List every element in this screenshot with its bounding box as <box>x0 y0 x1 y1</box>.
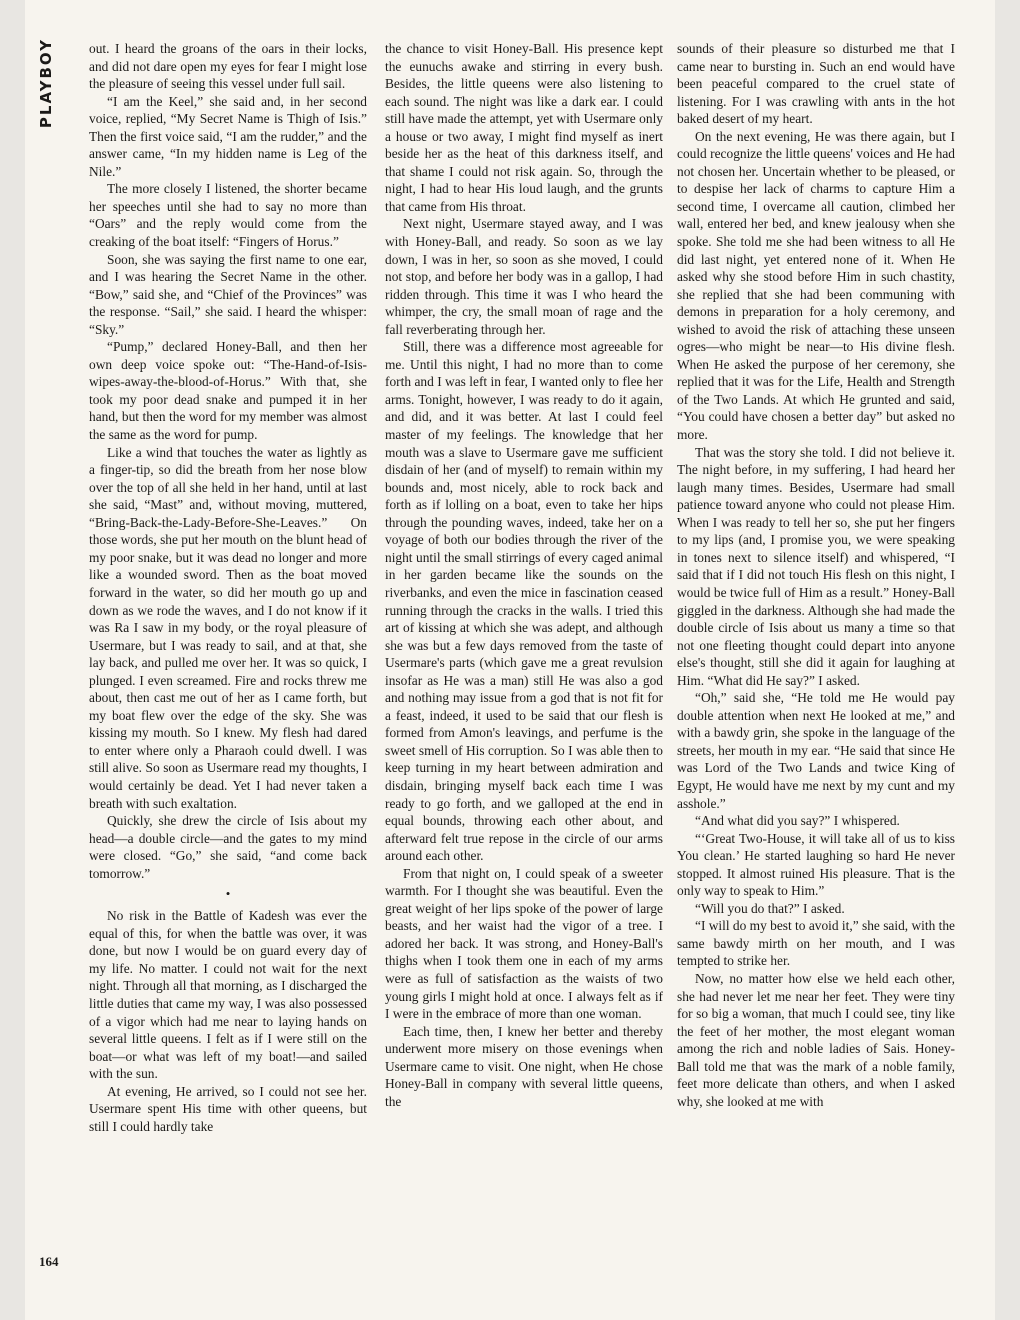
paragraph: sounds of their pleasure so disturbed me that I came near to bursting in. Such an end would have been peaceful compared to the cruel state of listening. For I was crawling with ants in the hot baked desert of my heart. <box>677 41 955 127</box>
paragraph: No risk in the Battle of Kadesh was ever the equal of this, for when the battle was over, it was done, but now I would be on guard every day of my life. No matter. I could not wait for the next night. Through all that morning, as I discharged the little duties that came my way, I was also possessed of a vigor which had me near to laying hands on several little queens. I felt as if I were still on the boat—or what was left of my boat!—and sailed with the sun. <box>89 908 367 1082</box>
section-separator: • <box>225 886 231 902</box>
paragraph: Now, no matter how else we held each other, she had never let me near her feet. They were tiny for so big a woman, that much I could see, tiny like the feet of her mother, the most elegant woman among the rich and noble ladies of Sais. Honey-Ball told me that was the mark of a noble family, feet more delicate than others, and when I asked why, she looked at me with <box>677 970 955 1109</box>
text-column-3 <box>677 40 955 1110</box>
paragraph: “I will do my best to avoid it,” she said, with the same bawdy mirth on her mouth, and I was tempted to strike her. <box>677 918 955 969</box>
paragraph: “‘Great Two-House, it will take all of us to kiss You clean.’ He started laughing so hard He never stopped. It almost ruined His pleasure. That is the only way to speak to Him.” <box>677 830 955 899</box>
paragraph: out. I heard the groans of the oars in their locks, and did not dare open my eyes for fear I might lose the pleasure of seeing this vessel under full sail. <box>89 41 367 92</box>
paragraph: On the next evening, He was there again, but I could recognize the little queens' voices and He had not chosen her. Uncertain whether to be pleased, or to despise her lack of charms to capture Him a second time, I overcame all caution, climbed her wall, entered her bed, and knew jealousy when she spoke. She told me she had been witness to all He did last night, yet entered none of it. When He asked why she stood before Him in such chastity, she replied that she had been communing with demons in preparation for a holy ceremony, and wished to avoid the risk of attaching these unseen ogres—who might be near—to His divine flesh. When He asked the purpose of her ceremony, she replied that it was for the Life, Health and Strength of the Two Lands. At which He grunted and said, “You could have chosen a better day” but asked no more. <box>677 128 955 443</box>
paragraph: Next night, Usermare stayed away, and I was with Honey-Ball, and ready. So soon as we lay down, I was in her, so soon as she moved, I could not stop, and before her body was in a gallop, I had ridden through. This time it was I who heard the whimper, the cry, the small moan of rage and the fall reverberating through her. <box>385 216 663 337</box>
magazine-page <box>25 0 995 1320</box>
text-column-2 <box>385 40 663 1110</box>
paragraph: Like a wind that touches the water as lightly as a finger-tip, so did the breath from her nose blow over the top of all she held in her hand, until at last she said, “Mast” and, without moving, muttered, “Bring-Back-the-Lady-Before-She-Leaves.” On those words, she put her mouth on the blunt head of my poor snake, but it was dead no longer and more like a wounded sword. Then as the boat moved forward in the water, so did her mouth go up and down as we rode the waves, and I do not know if it was Ra I saw in my body, or the royal pleasure of Usermare, but I was ready to sail, and at that, she lay back, and pulled me over her. It was so quick, I plunged. I even screamed. Fire and rocks threw me about, then cast me out of her as I came forth, but my boat flew over the edge of the sky. She was kissing my mouth. So I knew. My flesh had dared to enter where only a Pharaoh could dwell. I was still alive. So soon as Usermare read my thoughts, I would certainly be dead. Yet I had never taken a breath with such exaltation. <box>89 444 367 811</box>
paragraph: The more closely I listened, the shorter became her speeches until she had to say no more than “Oars” and the reply would come from the creaking of the boat itself: “Fingers of Horus.” <box>89 181 367 250</box>
paragraph: Still, there was a difference most agreeable for me. Until this night, I had no more than to come forth and I was left in fear, I wanted only to flee her arms. Tonight, however, I was ready to do it again, and did, and it was better. At last I could feel master of my feelings. The knowledge that her mouth was a slave to Usermare gave me sufficient disdain of her (and of myself) to remain within my bounds and, most nicely, able to rock back and forth as if lolling on a boat, even to take her hips through the pounding waves, indeed, take her on a voyage of both our bodies through the river of the night until the small stirrings of every caged animal in her garden became like the sounds on the riverbanks, and even the mice in fascination ceased running through the cracks in the walls. I tried this art of kissing at which she was adept, and although she was but a few days removed from the taste of Usermare's parts (which gave me a great revulsion insofar as He was a man) still He was also a god and nothing may issue from a god that is not fit for a feast, indeed, it used to be said that our flesh is formed from Amon's leavings, and perfume is the sweet smell of His corruption. So I was able then to keep turning in my heart between admiration and disdain, bringing myself back each time I was ready to go forth, and we galloped at the end in equal bounds, throwing each other about, and afterward felt true repose in the circle of our arms around each other. <box>385 339 663 864</box>
masthead: PLAYBOY <box>37 38 55 129</box>
paragraph: “I am the Keel,” she said and, in her second voice, replied, “My Secret Name is Thigh of Isis.” Then the first voice said, “I am the rudder,” and the answer came, “In my hidden name is Leg of the Nile.” <box>89 93 367 179</box>
paragraph: From that night on, I could speak of a sweeter warmth. For I thought she was beautiful. Even the great weight of her lips spoke of the power of large beasts, and her waist had the vigor of a tree. I adored her back. It was strong, and Honey-Ball's thighs when I took them one in each of my arms were as full of satisfaction as the waists of two young girls I might hold at once. I always felt as if I were in the embrace of more than one woman. <box>385 865 663 1022</box>
paragraph: “Pump,” declared Honey-Ball, and then her own deep voice spoke out: “The-Hand-of-Isis-wipes-away-the-blood-of-Horus.” With that, she took my poor dead snake and pumped it in her hand, but then the word for my member was almost the same as the word for pump. <box>89 339 367 443</box>
paragraph: At evening, He arrived, so I could not see her. Usermare spent His time with other queens, but still I could hardly take <box>89 1083 367 1134</box>
paragraph: Each time, then, I knew her better and thereby underwent more misery on those evenings when Usermare came to visit. One night, when He chose Honey-Ball in company with several little queens, the <box>385 1023 663 1109</box>
paragraph: Quickly, she drew the circle of Isis about my head—a double circle—and the gates to my mind were closed. “Go,” she said, “and come back tomorrow.” <box>89 813 367 881</box>
paragraph: That was the story she told. I did not believe it. The night before, in my suffering, I had heard her laugh many times. Besides, Usermare had small patience toward anyone who could not please Him. When I was ready to tell her so, she put her fingers to my lips (and, I promise you, we were speaking in tones next to silence itself) and whispered, “I said that if I did not touch His flesh on this night, I would be twice full of Him as a result.” Honey-Ball giggled in the darkness. Although she had made the double circle of Isis about us many a time so that not one fleeting thought could depart into anyone else's thought, still she did it again for laughing at Him. “What did He say?” I asked. <box>677 444 955 688</box>
paragraph: the chance to visit Honey-Ball. His presence kept the eunuchs awake and stirring in every bush. Besides, the little queens were also listening to each sound. The night was like a dark ear. I could still have made the attempt, yet with Usermare only a house or two away, I might find myself as inert beside her as the heat of this darkness itself, and that shame I could not risk again. So, through the night, I had to hear His loud laugh, and the grunts that came from His throat. <box>385 41 663 214</box>
paragraph: “Will you do that?” I asked. <box>695 900 845 916</box>
paragraph: “Oh,” said she, “He told me He would pay double attention when next He looked at me,” and with a bawdy grin, she spoke in the language of the streets, her mouth in my ear. “He said that since He was Lord of the Two Lands and twice King of Egypt, He would have me next by my cunt and my asshole.” <box>677 690 955 811</box>
text-column-1 <box>89 40 367 1135</box>
paragraph: Soon, she was saying the first name to one ear, and I was hearing the Secret Name in the other. “Bow,” said she, and “Chief of the Provinces” was the response. “Sail,” she said. I heard the whisper: “Sky.” <box>89 251 367 337</box>
paragraph: “And what did you say?” I whispered. <box>695 813 900 829</box>
page-number: 164 <box>39 1254 59 1269</box>
